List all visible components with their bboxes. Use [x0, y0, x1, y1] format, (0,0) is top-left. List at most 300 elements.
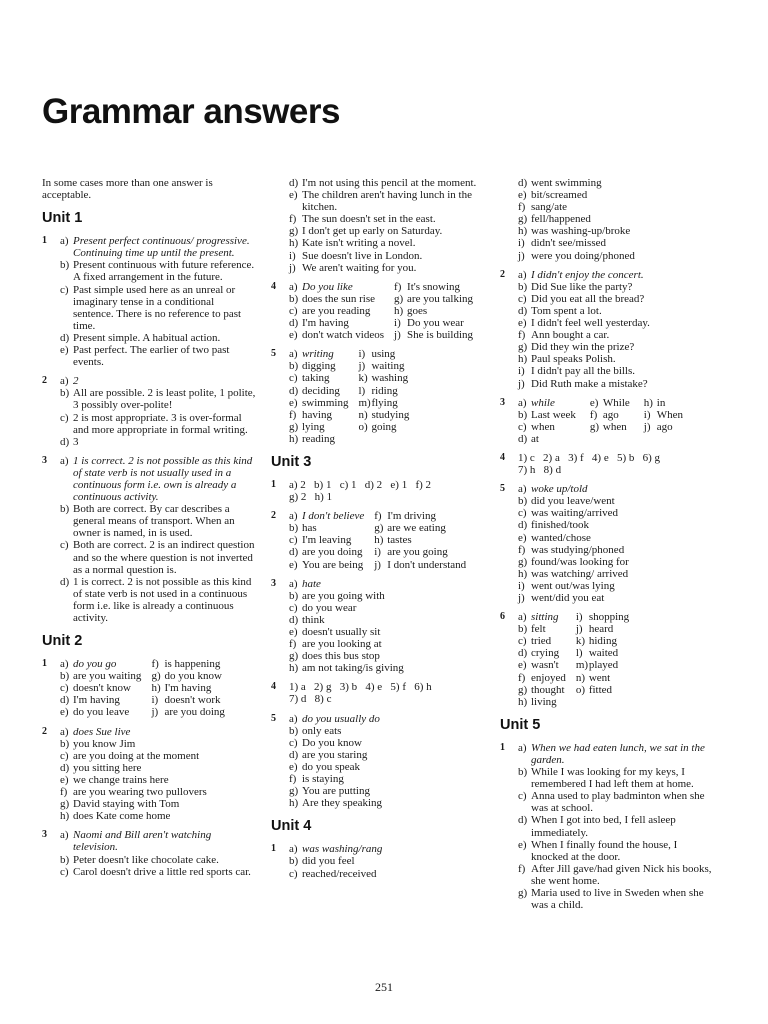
- answer-letter: b): [60, 387, 70, 400]
- answer-item: [358, 372, 409, 384]
- answer-text: went out/was lying: [531, 579, 615, 592]
- answer-text: thought: [531, 683, 565, 696]
- answer-text: 3: [73, 435, 79, 448]
- answer-text: When we had eaten lunch, we sat in the garden.: [531, 741, 705, 766]
- answer-text: are you going: [387, 546, 448, 559]
- answer-item: [60, 436, 256, 448]
- answer-letter: f): [289, 638, 297, 651]
- exercise-block: [500, 177, 712, 262]
- answer-item: [289, 868, 479, 880]
- answer-letter: g): [289, 650, 299, 663]
- answer-letter: a): [289, 348, 298, 361]
- answer-letter: g): [518, 886, 528, 899]
- answer-item: [518, 250, 712, 262]
- answer-item: [518, 647, 566, 659]
- answer-letter: h): [151, 682, 161, 695]
- answer-letter: h): [374, 534, 384, 547]
- answer-text: is happening: [164, 658, 221, 671]
- answer-text: Did Ruth make a mistake?: [531, 377, 648, 390]
- answer-text: lying: [302, 420, 325, 433]
- answer-item: [394, 329, 473, 341]
- exercise-number: 1: [42, 658, 47, 670]
- answer-text: David staying with Tom: [73, 798, 180, 811]
- answer-text: taking: [302, 372, 330, 385]
- answer-item: [518, 177, 712, 189]
- answer-text: are you staring: [302, 748, 368, 761]
- answer-item: [518, 495, 712, 507]
- answer-text: does this bus stop: [302, 650, 380, 663]
- answer-item: [60, 738, 256, 750]
- exercise-number: 1: [271, 478, 276, 490]
- answer-item: [518, 225, 712, 237]
- exercise-block: [500, 269, 712, 390]
- answer-row: g) 2 h) 1: [289, 491, 333, 504]
- answer-item: [590, 409, 630, 421]
- answer-letter: g): [518, 213, 528, 226]
- exercise-number: 1: [500, 741, 505, 753]
- answer-text: are you doing: [164, 706, 225, 719]
- answer-letter: g): [289, 420, 299, 433]
- answer-column-3: [500, 177, 712, 918]
- answer-letter: d): [289, 177, 299, 189]
- answer-letter: d): [518, 647, 528, 660]
- answer-text: 1 is correct. 2 is not possible as this kind of state verb is not used in a continuous form i.e. like is already a continuous activity.: [73, 575, 252, 624]
- answer-letter: n): [575, 671, 585, 684]
- answer-item: [151, 658, 224, 670]
- answer-letter: h): [518, 225, 528, 238]
- answer-item: [289, 189, 479, 213]
- answer-letter: g): [394, 292, 404, 305]
- answer-item: [518, 544, 712, 556]
- exercise-block: [42, 658, 256, 718]
- answer-letter: c): [60, 682, 69, 695]
- answer-item: [60, 762, 256, 774]
- answer-letter: e): [289, 396, 298, 409]
- answer-item: [289, 293, 384, 305]
- answer-item: [60, 798, 256, 810]
- answer-letter: e): [60, 773, 69, 786]
- answer-letter: f): [394, 280, 402, 293]
- answer-text: do you speak: [302, 760, 361, 773]
- answer-text: wasn't: [531, 659, 559, 672]
- answer-text: studying: [371, 408, 410, 421]
- answer-letter: j): [151, 706, 159, 719]
- answer-text: sitting: [531, 611, 559, 624]
- exercise-block: [42, 375, 256, 448]
- answer-item: [518, 580, 712, 592]
- answer-item: [289, 262, 479, 274]
- answer-item: [518, 269, 712, 281]
- answer-row: 7) d 8) c: [289, 693, 332, 706]
- exercise-block: [500, 397, 712, 445]
- exercise-block: [42, 726, 256, 823]
- answer-item: [518, 556, 712, 568]
- answer-letter: h): [518, 567, 528, 580]
- answer-grid: [60, 658, 256, 718]
- answer-letter: c): [60, 749, 69, 762]
- answer-item: [289, 360, 348, 372]
- answer-letter: d): [289, 748, 299, 761]
- answer-text: I'm having: [73, 694, 120, 707]
- answer-letter: i): [358, 348, 366, 361]
- answer-item: [151, 670, 224, 682]
- answer-letter: d): [289, 613, 299, 626]
- answer-text: Do you know: [302, 736, 362, 749]
- answer-letter: d): [518, 177, 528, 189]
- answer-letter: h): [60, 810, 70, 823]
- answer-text: do you leave: [73, 706, 130, 719]
- answer-row: a) 2 b) 1 c) 1 d) 2 e) 1 f) 2: [289, 478, 432, 491]
- answer-item: [576, 611, 629, 623]
- exercise-number: 2: [271, 510, 276, 522]
- answer-letter: c): [289, 534, 298, 547]
- answer-letter: b): [60, 670, 70, 683]
- answer-letter: e): [289, 626, 298, 638]
- answer-item: [518, 863, 712, 887]
- answer-text: It's snowing: [407, 280, 461, 293]
- answer-item: [289, 385, 348, 397]
- answer-text: went swimming: [531, 177, 602, 189]
- answer-text: reading: [302, 432, 335, 445]
- answer-letter: b): [289, 855, 299, 868]
- answer-item: [518, 635, 566, 647]
- answer-text: having: [302, 408, 332, 421]
- exercise-number: 3: [500, 396, 505, 408]
- answer-item: [289, 773, 479, 785]
- answer-text: were you doing/phoned: [531, 249, 635, 262]
- answer-letter: m): [575, 659, 589, 672]
- answer-text: going: [371, 420, 397, 433]
- exercise-number: 4: [271, 681, 276, 693]
- answer-item: [289, 614, 479, 626]
- answer-letter: a): [289, 712, 298, 725]
- answer-letter: e): [289, 760, 298, 773]
- answer-letter: c): [289, 736, 298, 749]
- answer-item: [576, 647, 629, 659]
- exercise-block: [42, 455, 256, 624]
- answer-letter: b): [60, 259, 70, 272]
- answer-letter: e): [518, 531, 527, 544]
- answer-text: I'm having: [302, 317, 349, 330]
- answer-text: washing: [371, 372, 409, 385]
- answer-text: are you doing: [302, 546, 363, 559]
- answer-letter: b): [289, 589, 299, 602]
- answer-item: [289, 749, 479, 761]
- answer-item: [518, 483, 712, 495]
- answer-item: [518, 611, 566, 623]
- answer-text: heard: [588, 623, 614, 636]
- answer-letter: c): [518, 292, 527, 305]
- answer-text: wanted/chose: [531, 531, 591, 544]
- answer-text: in: [656, 396, 666, 409]
- answer-item: [151, 682, 224, 694]
- answer-letter: b): [518, 495, 528, 508]
- answer-item: [518, 696, 566, 708]
- answer-text: using: [371, 348, 396, 361]
- answer-text: The children aren't having lunch in the kitchen.: [302, 189, 472, 214]
- answer-text: was washing/rang: [302, 843, 383, 856]
- answer-letter: a): [518, 396, 527, 409]
- answer-item: [289, 522, 364, 534]
- answer-letter: b): [518, 623, 528, 636]
- answer-letter: j): [575, 623, 583, 636]
- answer-text: Do you like: [302, 280, 353, 293]
- unit-heading: Unit 5: [500, 716, 541, 733]
- answer-item: [518, 421, 576, 433]
- answer-item: [289, 177, 479, 189]
- answer-item: [518, 329, 712, 341]
- answer-item: [289, 317, 384, 329]
- answer-letter: d): [518, 304, 528, 317]
- answer-item: [289, 725, 479, 737]
- answer-text: tastes: [387, 534, 412, 547]
- exercise-number: 3: [42, 829, 47, 841]
- answer-letter: h): [518, 353, 528, 366]
- answer-item: [374, 534, 466, 546]
- answer-text: Past simple used here as an unreal or imaginary tense in a conditional sentence. There is no reference to past time.: [73, 283, 242, 332]
- answer-letter: c): [289, 601, 298, 614]
- answer-item: [289, 737, 479, 749]
- answer-item: [60, 412, 256, 436]
- answer-text: Present simple. A habitual action.: [73, 331, 221, 344]
- answer-text: goes: [407, 304, 428, 317]
- answer-item: [60, 387, 256, 411]
- answer-text: swimming: [302, 396, 349, 409]
- answer-item: [358, 385, 409, 397]
- answer-letter: k): [358, 372, 368, 385]
- answer-item: [518, 281, 712, 293]
- answer-letter: n): [358, 408, 368, 421]
- exercise-block: [271, 843, 479, 879]
- answer-text: I don't believe: [302, 510, 365, 523]
- answer-letter: d): [289, 317, 299, 330]
- answer-item: [289, 785, 479, 797]
- answer-item: [644, 421, 683, 433]
- answer-text: do you go: [73, 658, 117, 671]
- answer-letter: a): [60, 829, 69, 842]
- answer-text: doesn't know: [73, 682, 131, 695]
- answer-text: She is building: [407, 329, 474, 342]
- answer-letter: c): [289, 304, 298, 317]
- answer-item: [394, 317, 473, 329]
- answer-item: [60, 854, 256, 866]
- answer-text: did you leave/went: [531, 495, 615, 508]
- answer-item: [60, 375, 256, 387]
- answer-item: [289, 662, 479, 674]
- answer-item: [60, 829, 256, 853]
- answer-text: The sun doesn't set in the east.: [302, 213, 436, 226]
- answer-letter: b): [289, 292, 299, 305]
- answer-letter: e): [518, 838, 527, 851]
- answer-letter: i): [643, 408, 651, 421]
- exercise-block: [500, 483, 712, 604]
- answer-text: I'm leaving: [302, 534, 352, 547]
- answer-item: [518, 672, 566, 684]
- answer-text: While: [602, 396, 630, 409]
- answer-item: [576, 659, 629, 671]
- answer-text: went: [588, 671, 611, 684]
- answer-item: [289, 546, 364, 558]
- answer-item: [289, 626, 479, 638]
- answer-letter: j): [643, 420, 651, 433]
- answer-letter: b): [518, 766, 528, 779]
- answer-text: hiding: [588, 635, 617, 648]
- answer-text: Both are correct. By car describes a general means of transport. When an owner is named, in is used.: [73, 503, 235, 540]
- answer-item: [289, 843, 479, 855]
- answer-text: Are they speaking: [302, 797, 383, 810]
- answer-item: [374, 559, 466, 571]
- answer-item: [60, 774, 256, 786]
- answer-text: when: [602, 420, 627, 433]
- answer-text: When I finally found the house, I knocked at the door.: [531, 838, 678, 863]
- answer-text: flying: [371, 396, 398, 409]
- answer-text: I don't understand: [387, 558, 467, 571]
- answer-item: [289, 590, 479, 602]
- answer-item: [518, 305, 712, 317]
- answer-grid: [289, 348, 479, 445]
- answer-item: [358, 360, 409, 372]
- answer-item: [518, 365, 712, 377]
- answer-item: [289, 237, 479, 249]
- exercise-block: [42, 829, 256, 877]
- unit-heading: Unit 4: [271, 818, 312, 835]
- answer-item: [518, 213, 712, 225]
- exercise-number: 2: [42, 375, 47, 387]
- exercise-block: [271, 681, 479, 705]
- answer-letter: f): [289, 773, 297, 786]
- answer-text: sang/ate: [531, 201, 568, 214]
- answer-item: [289, 761, 479, 773]
- answer-text: Anna used to play badminton when she was at school.: [531, 790, 705, 815]
- answer-row: 1) a 2) g 3) b 4) e 5) f 6) h: [289, 681, 432, 694]
- answer-text: While I was looking for my keys, I remembered I had left them at home.: [531, 766, 694, 791]
- answer-item: [60, 670, 141, 682]
- answer-text: think: [302, 613, 325, 626]
- answer-item: [518, 519, 712, 531]
- answer-letter: a): [60, 454, 69, 467]
- answer-letter: d): [60, 694, 70, 707]
- answer-item: [518, 684, 566, 696]
- answer-text: deciding: [302, 384, 340, 397]
- unit-heading: Unit 3: [271, 453, 312, 470]
- answer-letter: e): [60, 706, 69, 719]
- answer-item: [358, 433, 409, 445]
- answer-item: [394, 293, 473, 305]
- answer-letter: f): [518, 862, 526, 875]
- answer-item: [60, 786, 256, 798]
- answer-letter: d): [60, 435, 70, 448]
- answer-item: [60, 866, 256, 878]
- answer-item: [576, 623, 629, 635]
- answer-letter: g): [151, 670, 161, 683]
- answer-item: [60, 576, 256, 624]
- answer-letter: g): [518, 555, 528, 568]
- answer-letter: i): [518, 365, 525, 378]
- answer-item: [358, 409, 409, 421]
- answer-item: [60, 810, 256, 822]
- answer-text: You are putting: [302, 785, 370, 798]
- answer-text: found/was looking for: [531, 555, 629, 568]
- answer-letter: a): [60, 725, 69, 738]
- answer-letter: a): [289, 577, 298, 590]
- answer-item: [518, 353, 712, 365]
- answer-letter: j): [289, 261, 296, 274]
- answer-item: [358, 348, 409, 360]
- answer-text: You are being: [302, 558, 364, 571]
- answer-letter: j): [518, 377, 525, 390]
- answer-text: Present continuous with future reference. A fixed arrangement in the future.: [73, 259, 255, 284]
- answer-letter: c): [60, 865, 69, 878]
- answer-letter: h): [289, 797, 299, 810]
- answer-text: Past perfect. The earlier of two past events.: [73, 344, 230, 369]
- answer-letter: h): [289, 237, 299, 250]
- answer-item: [60, 658, 141, 670]
- answer-text: waiting: [371, 360, 405, 373]
- answer-letter: c): [289, 372, 298, 385]
- answer-letter: b): [289, 522, 299, 535]
- answer-letter: e): [289, 329, 298, 342]
- answer-letter: b): [60, 853, 70, 866]
- answer-text: was washing-up/broke: [531, 225, 631, 238]
- answer-letter: f): [289, 213, 297, 226]
- answer-item: [518, 532, 712, 544]
- answer-item: [289, 650, 479, 662]
- answer-item: [289, 638, 479, 650]
- exercise-block: [271, 177, 479, 274]
- answer-item: [576, 635, 629, 647]
- answer-letter: c): [289, 867, 298, 880]
- answer-text: finished/took: [531, 519, 590, 532]
- answer-item: [374, 510, 466, 522]
- answer-item: [518, 839, 712, 863]
- answer-item: [289, 559, 364, 571]
- answer-text: felt: [531, 623, 546, 636]
- answer-letter: d): [289, 546, 299, 559]
- answer-item: [289, 855, 479, 867]
- answer-text: ago: [656, 420, 673, 433]
- answer-letter: b): [289, 724, 299, 737]
- answer-item: [289, 510, 364, 522]
- answer-letter: i): [518, 579, 525, 592]
- answer-text: hate: [302, 577, 321, 590]
- answer-text: After Jill gave/had given Nick his books, she went home.: [531, 862, 712, 887]
- answer-item: [358, 421, 409, 433]
- answer-item: [60, 332, 256, 344]
- answer-letter: a): [60, 375, 69, 388]
- answer-letter: e): [518, 189, 527, 202]
- answer-letter: h): [289, 432, 299, 445]
- answer-text: fitted: [588, 683, 613, 696]
- answer-letter: c): [60, 411, 69, 424]
- answer-letter: b): [518, 408, 528, 421]
- answer-letter: d): [518, 519, 528, 532]
- answer-text: while: [531, 396, 555, 409]
- answer-item: [151, 706, 224, 718]
- answer-item: [60, 284, 256, 332]
- answer-text: Paul speaks Polish.: [531, 353, 616, 366]
- answer-text: Kate isn't writing a novel.: [302, 237, 416, 250]
- answer-letter: a): [60, 235, 69, 248]
- answer-text: When: [656, 408, 684, 421]
- answer-grid: [518, 611, 712, 708]
- answer-text: 1 is correct. 2 is not possible as this kind of state verb is not usually used in a continuous form i.e. own is already a continuous activity.: [73, 454, 253, 504]
- answer-text: Both are correct. 2 is an indirect question and so the where question is not inverted as a normal question is.: [73, 539, 255, 576]
- answer-letter: h): [394, 304, 404, 317]
- answer-text: didn't see/missed: [531, 237, 607, 250]
- answer-letter: g): [589, 420, 600, 433]
- answer-letter: d): [518, 814, 528, 827]
- answer-letter: a): [518, 483, 527, 496]
